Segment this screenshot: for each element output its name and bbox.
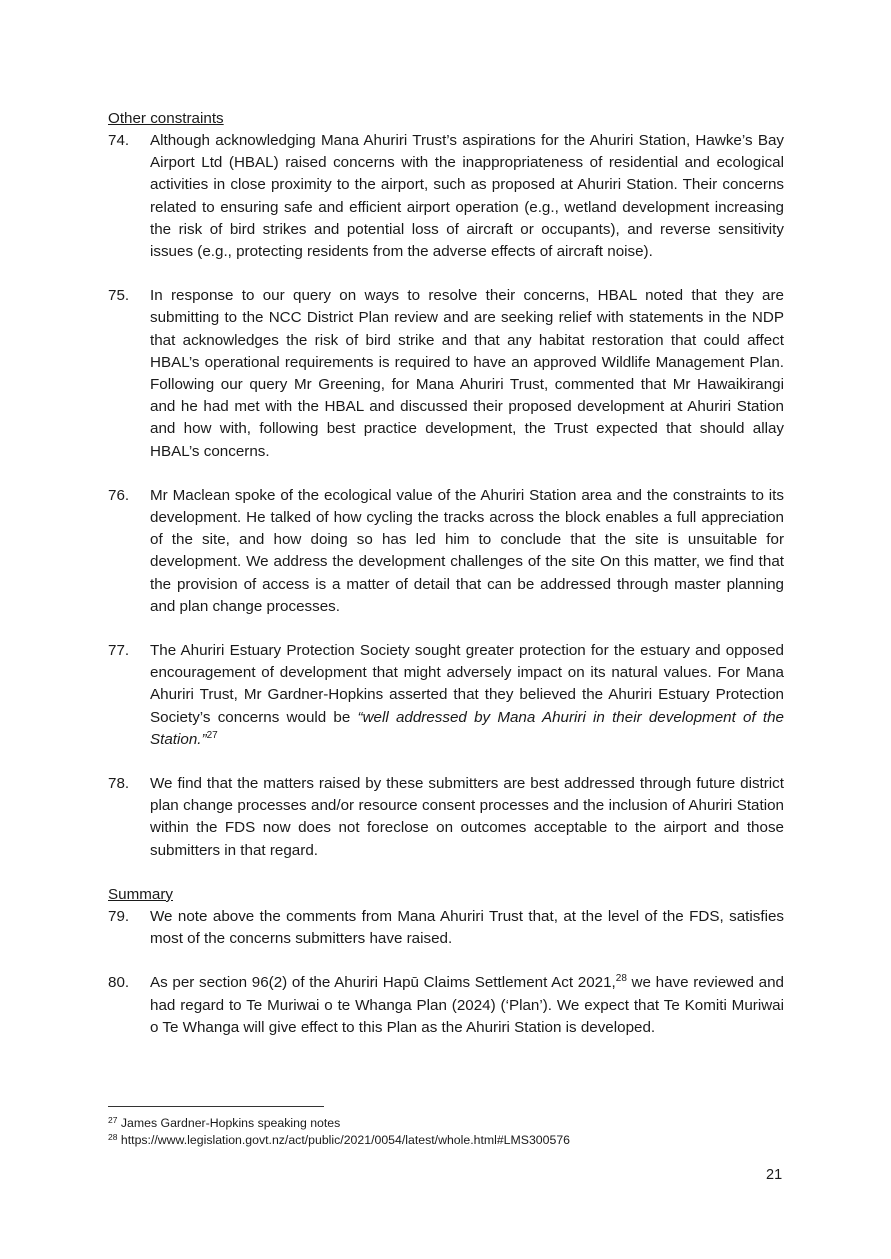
paragraph-75 <box>108 285 784 463</box>
paragraph-78 <box>108 773 784 862</box>
paragraph-74 <box>108 130 784 263</box>
paragraph-text: In response to our query on ways to resolve their concerns, HBAL noted that they are submitting to the NCC District Plan review and are seeking relief with statements in the NDP that acknowledges the risk of bird strike and that any habitat restoration that could affect HBAL’s operational requirements is required to have an approved Wildlife Management Plan. Following our query Mr Greening, for Mana Ahuriri Trust, commented that Mr Hawaikirangi and he had met with the HBAL and discussed their proposed development at Ahuriri Station and how with, following best practice development, the Trust expected that should allay HBAL’s concerns. <box>150 287 784 460</box>
footnote-28 <box>108 1132 570 1149</box>
footnote-27 <box>108 1115 570 1132</box>
paragraph-text: We note above the comments from Mana Ahuriri Trust that, at the level of the FDS, satisfies most of the concerns submitters have raised. <box>150 907 784 948</box>
paragraph-number: 75. <box>108 287 130 305</box>
paragraph-number: 80. <box>108 974 130 992</box>
footnotes <box>108 1115 570 1149</box>
paragraph-number: 78. <box>108 775 130 793</box>
footnote-link[interactable]: https://www.legislation.govt.nz/act/public/2021/0054/latest/whole.html#LMS300576 <box>120 1133 570 1147</box>
footnote-number: 27 <box>108 1115 118 1125</box>
footnote-text: James Gardner-Hopkins speaking notes <box>120 1116 341 1130</box>
paragraph-number: 79. <box>108 907 130 925</box>
footnote-number: 28 <box>108 1132 118 1142</box>
page-number: 21 <box>766 1167 783 1183</box>
paragraph-77 <box>108 640 784 751</box>
paragraph-76 <box>108 485 784 618</box>
paragraph-text <box>150 640 784 751</box>
quoted-text: “well addressed by Mana Ahuriri in their development of the Station.” <box>150 708 784 748</box>
footnote-reference-28[interactable]: 28 <box>615 973 627 985</box>
paragraph-text: We find that the matters raised by these submitters are best addressed through future district plan change processes and/or resource consent processes and the inclusion of Ahuriri Station within the FDS now does not foreclose on outcomes acceptable to the airport and those submitters in that regard. <box>150 775 784 859</box>
paragraph-text: Mr Maclean spoke of the ecological value of the Ahuriri Station area and the constraints to its development. He talked of how cycling the tracks across the block enables a full appreciation of the site, and how doing so has led him to conclude that the site is unsuitable for development. We address the development challenges of the site On this matter, we find that the provision of access is a matter of detail that can be addressed through master planning and plan change processes. <box>150 486 784 615</box>
paragraph-79 <box>108 906 784 950</box>
section-heading-summary: Summary <box>108 885 173 903</box>
page-content <box>108 108 784 1039</box>
paragraph-text-body-cont: we have reviewed and had regard to Te Muriwai o te Whanga Plan (2024) (‘Plan’). We expect that Te Komiti Muriwai o Te Whanga will give effect to this Plan as the Ahuriri Station is developed. <box>150 974 784 1036</box>
footnote-reference-27[interactable]: 27 <box>206 729 218 741</box>
paragraph-number: 74. <box>108 132 130 149</box>
section-heading-other-constraints: Other constraints <box>108 110 224 127</box>
paragraph-80 <box>108 972 784 1039</box>
paragraph-number: 77. <box>108 642 130 660</box>
paragraph-number: 76. <box>108 486 130 504</box>
paragraph-text-body: The Ahuriri Estuary Protection Society sought greater protection for the estuary and opposed encouragement of development that might adversely impact on its natural values. For Mana Ahuriri Trust, Mr Gardner-Hopkins asserted that they believed the Ahuriri Estuary Protection Society’s concerns would be <box>150 642 784 726</box>
paragraph-text <box>150 972 784 1039</box>
paragraph-text-body: As per section 96(2) of the Ahuriri Hapū Claims Settlement Act 2021, <box>150 974 616 992</box>
footnote-separator <box>108 1106 324 1107</box>
paragraph-text: Although acknowledging Mana Ahuriri Trust’s aspirations for the Ahuriri Station, Hawke’s Bay Airport Ltd (HBAL) raised concerns with the inappropriateness of residential and ecological activities in close proximity to the airport, such as proposed at Ahuriri Station. Their concerns related to ensuring safe and efficient airport operation (e.g., wetland development increasing the risk of bird strikes and potential loss of aircraft or occupants), and reverse sensitivity issues (e.g., protecting residents from the adverse effects of aircraft noise). <box>150 132 784 261</box>
